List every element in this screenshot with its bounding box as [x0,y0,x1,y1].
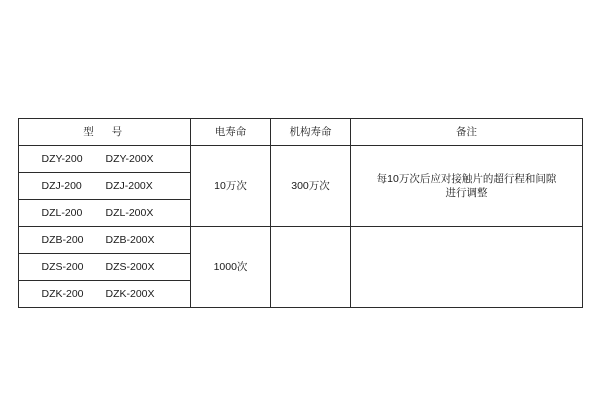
note-line-1: 每10万次后应对接触片的超行程和间隙 [376,172,557,185]
electrical-life-group-1: 10万次 [191,146,271,227]
note-group-1 [351,146,583,227]
note-line-2: 进行调整 [445,187,488,199]
model-code-primary: DZK-200 [41,287,84,300]
table-row [19,146,583,173]
model-code-primary: DZS-200 [41,260,84,273]
spec-table-container [18,118,582,308]
model-cell [19,227,191,254]
table-row [19,227,583,254]
model-code-secondary: DZK-200X [105,287,155,300]
model-cell [19,281,191,308]
column-header-mechanical-life: 机构寿命 [271,119,351,146]
column-header-note: 备注 [351,119,583,146]
model-cell [19,173,191,200]
column-header-electrical-life: 电寿命 [191,119,271,146]
specification-table [18,118,583,308]
model-code-primary: DZB-200 [41,233,84,246]
model-cell [19,146,191,173]
model-code-primary: DZY-200 [41,152,83,165]
model-code-secondary: DZL-200X [105,206,154,219]
model-cell [19,200,191,227]
model-code-secondary: DZY-200X [105,152,154,165]
note-group-2 [351,227,583,308]
model-code-secondary: DZJ-200X [105,179,153,192]
model-code-secondary: DZB-200X [105,233,155,246]
model-code-secondary: DZS-200X [105,260,155,273]
electrical-life-group-2: 1000次 [191,227,271,308]
model-cell [19,254,191,281]
column-header-model: 型 号 [19,119,191,146]
mechanical-life-group-2 [271,227,351,308]
model-code-primary: DZJ-200 [41,179,82,192]
model-code-primary: DZL-200 [41,206,83,219]
mechanical-life-group-1: 300万次 [271,146,351,227]
table-header-row [19,119,583,146]
